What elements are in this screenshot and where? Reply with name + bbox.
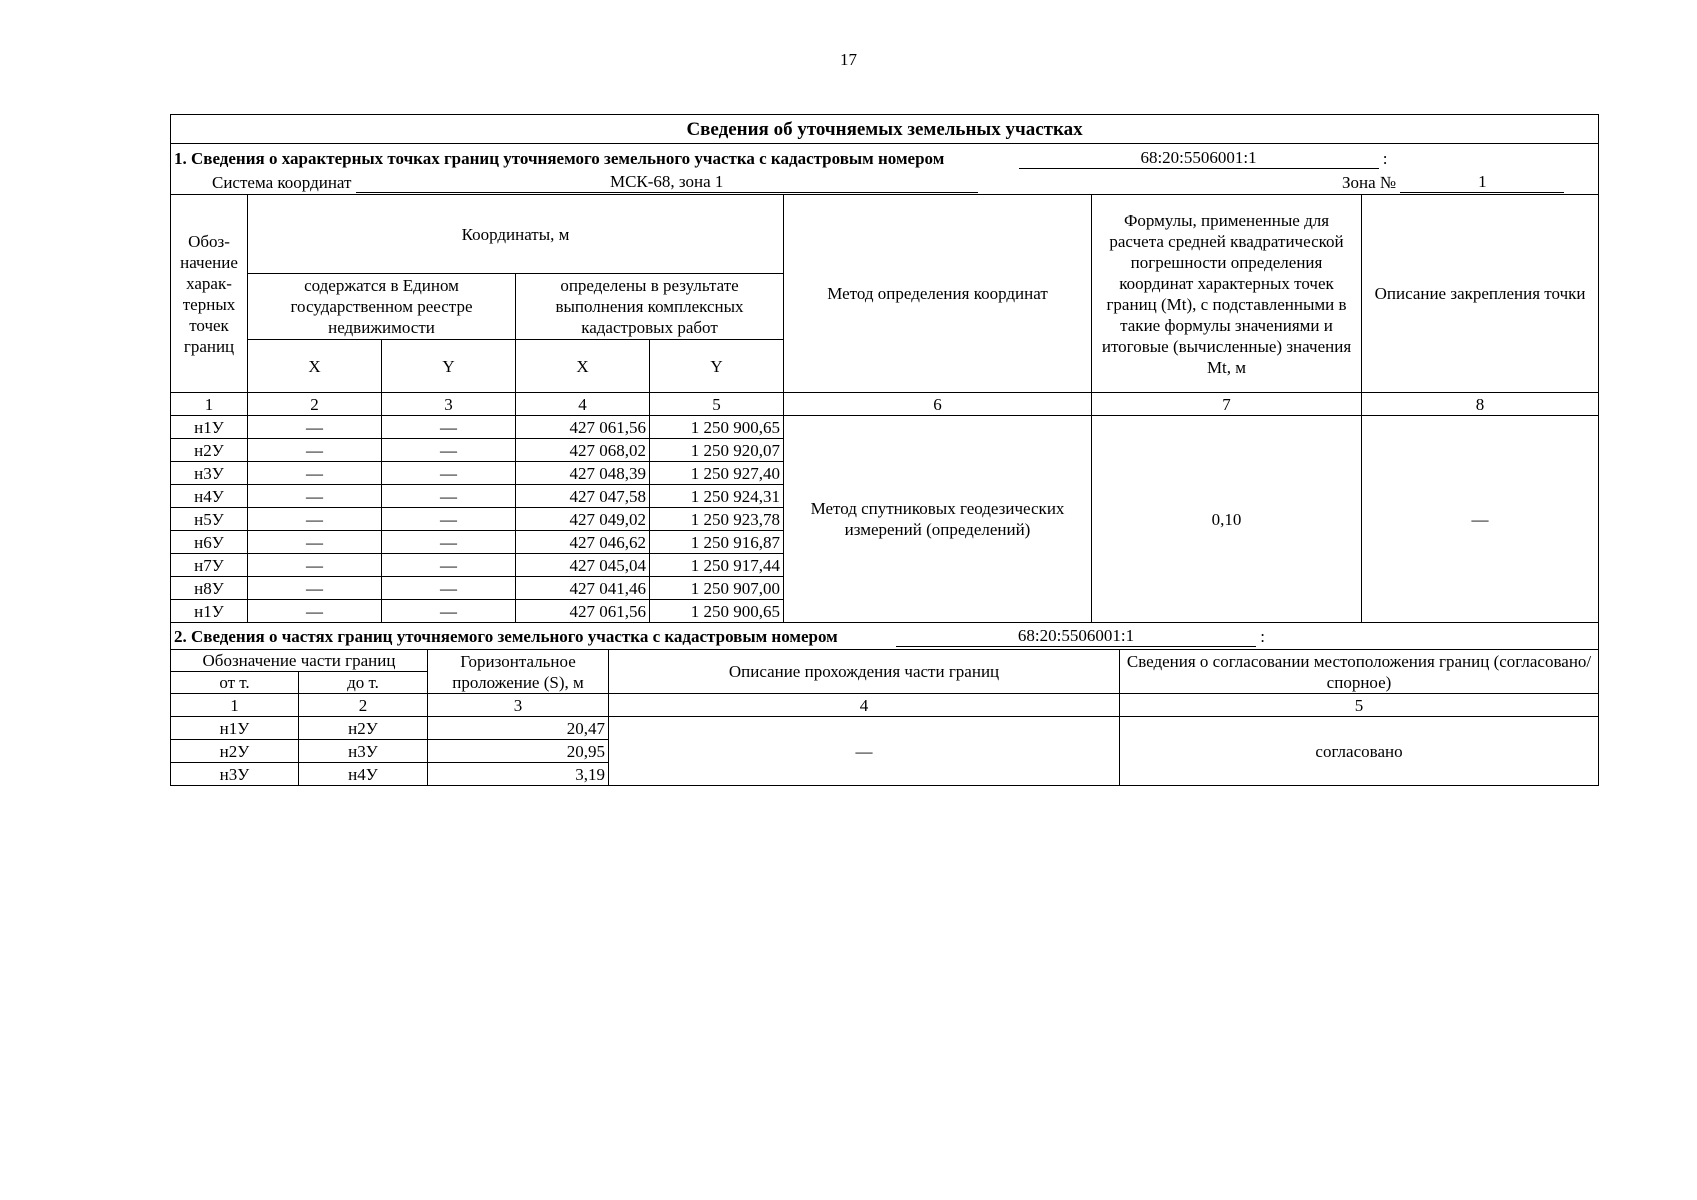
header-to: до т. bbox=[299, 672, 428, 694]
y-determined-cell: 1 250 900,65 bbox=[650, 600, 784, 623]
col-number: 3 bbox=[382, 393, 516, 416]
land-plot-form bbox=[170, 114, 1598, 786]
header-agreement: Сведения о согласовании местоположения границ (согласовано/спорное) bbox=[1120, 650, 1599, 694]
point-cell: н1У bbox=[171, 600, 248, 623]
section1-cadastral-number: 68:20:5506001:1 bbox=[1019, 147, 1379, 169]
x-determined-cell: 427 061,56 bbox=[516, 600, 650, 623]
y-determined-cell: 1 250 900,65 bbox=[650, 416, 784, 439]
x-determined-cell: 427 068,02 bbox=[516, 439, 650, 462]
y-egrn-cell: — bbox=[382, 554, 516, 577]
col-number: 7 bbox=[1092, 393, 1362, 416]
col-number: 2 bbox=[248, 393, 382, 416]
header-y-egrn: Y bbox=[382, 340, 516, 393]
from-cell: н3У bbox=[171, 763, 299, 786]
col-number: 1 bbox=[171, 393, 248, 416]
horizontal-cell: 20,95 bbox=[428, 740, 609, 763]
header-formulas: Формулы, примененные для расчета средней квадратической погрешности определения координат характерных точек границ (Mt), с подставленными в такие формулы значениями и итоговые (вычисленные) значения Mt, м bbox=[1092, 195, 1362, 393]
coord-system-row bbox=[171, 170, 1599, 195]
y-egrn-cell: — bbox=[382, 508, 516, 531]
y-determined-cell: 1 250 927,40 bbox=[650, 462, 784, 485]
x-egrn-cell: — bbox=[248, 554, 382, 577]
page-number: 17 bbox=[840, 50, 857, 69]
to-cell: н4У bbox=[299, 763, 428, 786]
col-number: 4 bbox=[516, 393, 650, 416]
y-determined-cell: 1 250 923,78 bbox=[650, 508, 784, 531]
y-egrn-cell: — bbox=[382, 462, 516, 485]
x-determined-cell: 427 048,39 bbox=[516, 462, 650, 485]
header-x-determined: X bbox=[516, 340, 650, 393]
x-determined-cell: 427 047,58 bbox=[516, 485, 650, 508]
y-determined-cell: 1 250 907,00 bbox=[650, 577, 784, 600]
header-fixing: Описание закрепления точки bbox=[1362, 195, 1599, 393]
x-egrn-cell: — bbox=[248, 416, 382, 439]
header-in-egrn: содержатся в Едином государственном реестре недвижимости bbox=[248, 274, 516, 340]
section1-table bbox=[170, 114, 1599, 623]
zone-value: 1 bbox=[1400, 171, 1564, 193]
y-determined-cell: 1 250 916,87 bbox=[650, 531, 784, 554]
y-egrn-cell: — bbox=[382, 439, 516, 462]
mt-value: 0,10 bbox=[1092, 416, 1362, 623]
point-cell: н8У bbox=[171, 577, 248, 600]
y-determined-cell: 1 250 920,07 bbox=[650, 439, 784, 462]
horizontal-cell: 3,19 bbox=[428, 763, 609, 786]
point-cell: н3У bbox=[171, 462, 248, 485]
header-horizontal: Горизонтальное проложение (S), м bbox=[428, 650, 609, 694]
col-number: 4 bbox=[609, 694, 1120, 717]
col-number: 6 bbox=[784, 393, 1092, 416]
section2-heading: 2. Сведения о частях границ уточняемого земельного участка с кадастровым номером bbox=[174, 627, 838, 646]
point-cell: н5У bbox=[171, 508, 248, 531]
col-number: 5 bbox=[650, 393, 784, 416]
form-title: Сведения об уточняемых земельных участках bbox=[171, 115, 1599, 144]
y-egrn-cell: — bbox=[382, 485, 516, 508]
section2-colon: : bbox=[1260, 627, 1265, 646]
header-x-egrn: X bbox=[248, 340, 382, 393]
x-egrn-cell: — bbox=[248, 485, 382, 508]
point-cell: н6У bbox=[171, 531, 248, 554]
header-point-designation: Обоз- начение харак- терных точек границ bbox=[171, 195, 248, 393]
agreement-value: согласовано bbox=[1120, 717, 1599, 786]
coord-system-value: МСК-68, зона 1 bbox=[356, 171, 978, 193]
zone-label: Зона № bbox=[1341, 173, 1397, 192]
x-egrn-cell: — bbox=[248, 531, 382, 554]
col-number: 3 bbox=[428, 694, 609, 717]
y-egrn-cell: — bbox=[382, 577, 516, 600]
section2-heading-row bbox=[171, 623, 1599, 650]
x-determined-cell: 427 046,62 bbox=[516, 531, 650, 554]
section1-heading: 1. Сведения о характерных точках границ уточняемого земельного участка с кадастровым номером bbox=[174, 149, 945, 168]
y-determined-cell: 1 250 924,31 bbox=[650, 485, 784, 508]
from-cell: н2У bbox=[171, 740, 299, 763]
y-egrn-cell: — bbox=[382, 600, 516, 623]
table-row bbox=[171, 416, 1599, 439]
col-number: 5 bbox=[1120, 694, 1599, 717]
x-egrn-cell: — bbox=[248, 508, 382, 531]
header-from: от т. bbox=[171, 672, 299, 694]
header-method: Метод определения координат bbox=[784, 195, 1092, 393]
y-egrn-cell: — bbox=[382, 531, 516, 554]
x-determined-cell: 427 061,56 bbox=[516, 416, 650, 439]
point-cell: н4У bbox=[171, 485, 248, 508]
x-egrn-cell: — bbox=[248, 439, 382, 462]
horizontal-cell: 20,47 bbox=[428, 717, 609, 740]
x-egrn-cell: — bbox=[248, 462, 382, 485]
section1-heading-row bbox=[171, 144, 1599, 171]
col-number: 1 bbox=[171, 694, 299, 717]
table-row bbox=[171, 717, 1599, 740]
section2-cadastral-number: 68:20:5506001:1 bbox=[896, 625, 1256, 647]
point-cell: н2У bbox=[171, 439, 248, 462]
coord-system-label: Система координат bbox=[212, 173, 352, 192]
y-determined-cell: 1 250 917,44 bbox=[650, 554, 784, 577]
from-cell: н1У bbox=[171, 717, 299, 740]
col-number: 8 bbox=[1362, 393, 1599, 416]
point-cell: н1У bbox=[171, 416, 248, 439]
x-determined-cell: 427 045,04 bbox=[516, 554, 650, 577]
header-determined: определены в результате выполнения комплексных кадастровых работ bbox=[516, 274, 784, 340]
fixing-value: — bbox=[1362, 416, 1599, 623]
section2-table bbox=[170, 622, 1599, 786]
method-value: Метод спутниковых геодезических измерений (определений) bbox=[784, 416, 1092, 623]
x-determined-cell: 427 049,02 bbox=[516, 508, 650, 531]
x-egrn-cell: — bbox=[248, 577, 382, 600]
x-egrn-cell: — bbox=[248, 600, 382, 623]
header-y-determined: Y bbox=[650, 340, 784, 393]
to-cell: н2У bbox=[299, 717, 428, 740]
description-value: — bbox=[609, 717, 1120, 786]
col-number: 2 bbox=[299, 694, 428, 717]
to-cell: н3У bbox=[299, 740, 428, 763]
header-description: Описание прохождения части границ bbox=[609, 650, 1120, 694]
header-coordinates: Координаты, м bbox=[248, 195, 784, 274]
section1-colon: : bbox=[1382, 149, 1388, 168]
x-determined-cell: 427 041,46 bbox=[516, 577, 650, 600]
point-cell: н7У bbox=[171, 554, 248, 577]
header-part-designation: Обозначение части границ bbox=[171, 650, 428, 672]
y-egrn-cell: — bbox=[382, 416, 516, 439]
